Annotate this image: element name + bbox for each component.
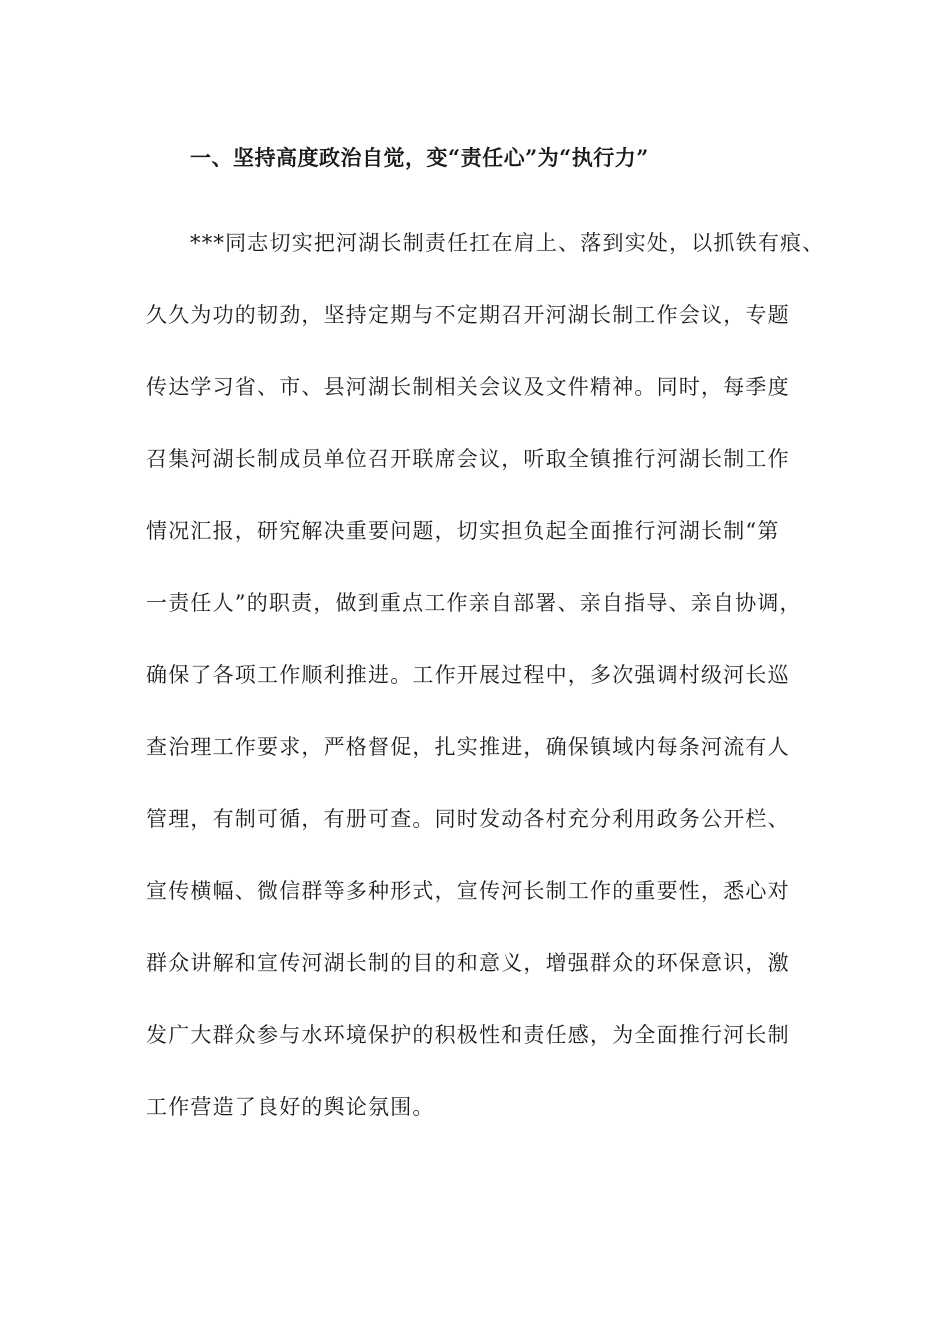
paragraph-line: 群众讲解和宣传河湖长制的目的和意义，增强群众的环保意识，激 <box>146 951 790 975</box>
paragraph-line: 发广大群众参与水环境保护的积极性和责任感，为全面推行河长制 <box>146 1023 790 1047</box>
paragraph-line: 久久为功的韧劲，坚持定期与不定期召开河湖长制工作会议，专题 <box>146 303 790 327</box>
paragraph-line: ***同志切实把河湖长制责任扛在肩上、落到实处，以抓铁有痕、 <box>190 231 825 255</box>
paragraph-line: 情况汇报，研究解决重要问题，切实担负起全面推行河湖长制“第 <box>146 519 780 543</box>
paragraph-line: 工作营造了良好的舆论氛围。 <box>146 1095 435 1119</box>
paragraph-line: 召集河湖长制成员单位召开联席会议，听取全镇推行河湖长制工作 <box>146 447 790 471</box>
paragraph-line: 宣传横幅、微信群等多种形式，宣传河长制工作的重要性，悉心对 <box>146 879 790 903</box>
paragraph-line: 一责任人”的职责，做到重点工作亲自部署、亲自指导、亲自协调， <box>146 591 802 615</box>
section-heading: 一、坚持高度政治自觉，变“责任心”为“执行力” <box>190 145 649 170</box>
paragraph-line: 传达学习省、市、县河湖长制相关会议及文件精神。同时，每季度 <box>146 375 790 399</box>
paragraph-line: 管理，有制可循，有册可查。同时发动各村充分利用政务公开栏、 <box>146 807 790 831</box>
paragraph-line: 查治理工作要求，严格督促，扎实推进，确保镇域内每条河流有人 <box>146 735 790 759</box>
paragraph-line: 确保了各项工作顺利推进。工作开展过程中，多次强调村级河长巡 <box>146 663 790 687</box>
